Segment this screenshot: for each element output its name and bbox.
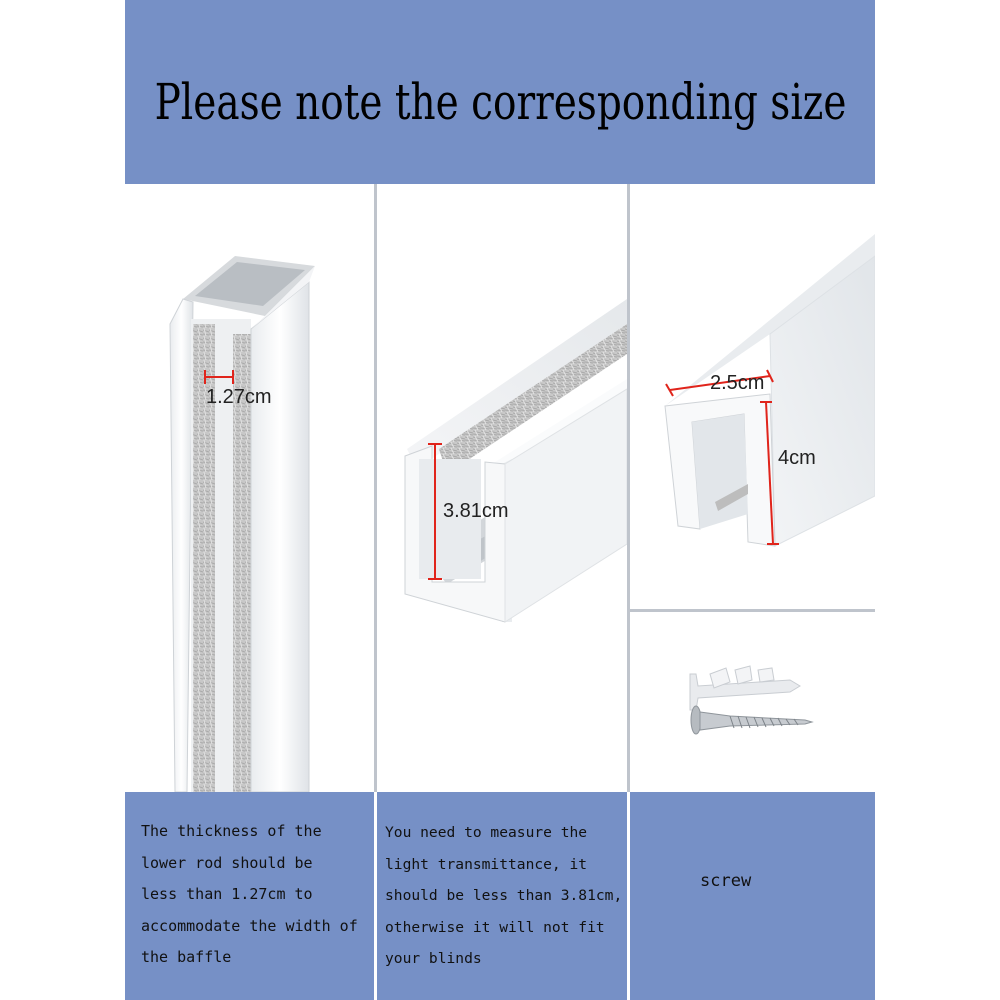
screw-anchor-illustration xyxy=(630,612,875,792)
vertical-rail-illustration xyxy=(125,184,374,792)
opening-height-label: 3.81cm xyxy=(443,500,509,522)
screw-icon xyxy=(691,706,812,734)
height-label: 4cm xyxy=(778,447,816,469)
caption-right: screw xyxy=(700,871,752,891)
panel-rail-dimensions xyxy=(630,184,875,609)
width-label: 2.5cm xyxy=(710,372,765,394)
caption-box-left xyxy=(125,792,374,1000)
rail-cross-section-illustration xyxy=(630,184,875,609)
banner-title: Please note the corresponding size xyxy=(154,73,846,131)
panel-screw xyxy=(630,612,875,792)
caption-middle: You need to measure the light transmittance, it should be less than 3.81cm, otherwise it will not fit your blinds xyxy=(385,824,623,967)
caption-box-middle xyxy=(377,792,627,1000)
caption-box-right xyxy=(630,792,875,1000)
panel-rail-thickness xyxy=(125,184,374,792)
wall-anchor-icon xyxy=(690,666,800,710)
title-banner xyxy=(125,0,875,184)
thickness-label: 1.27cm xyxy=(206,386,272,408)
panel-rail-opening xyxy=(377,184,627,792)
caption-left: The thickness of the lower rod should be less than 1.27cm to accommodate the width of the baffle xyxy=(141,822,358,966)
horizontal-rail-illustration xyxy=(377,184,627,792)
